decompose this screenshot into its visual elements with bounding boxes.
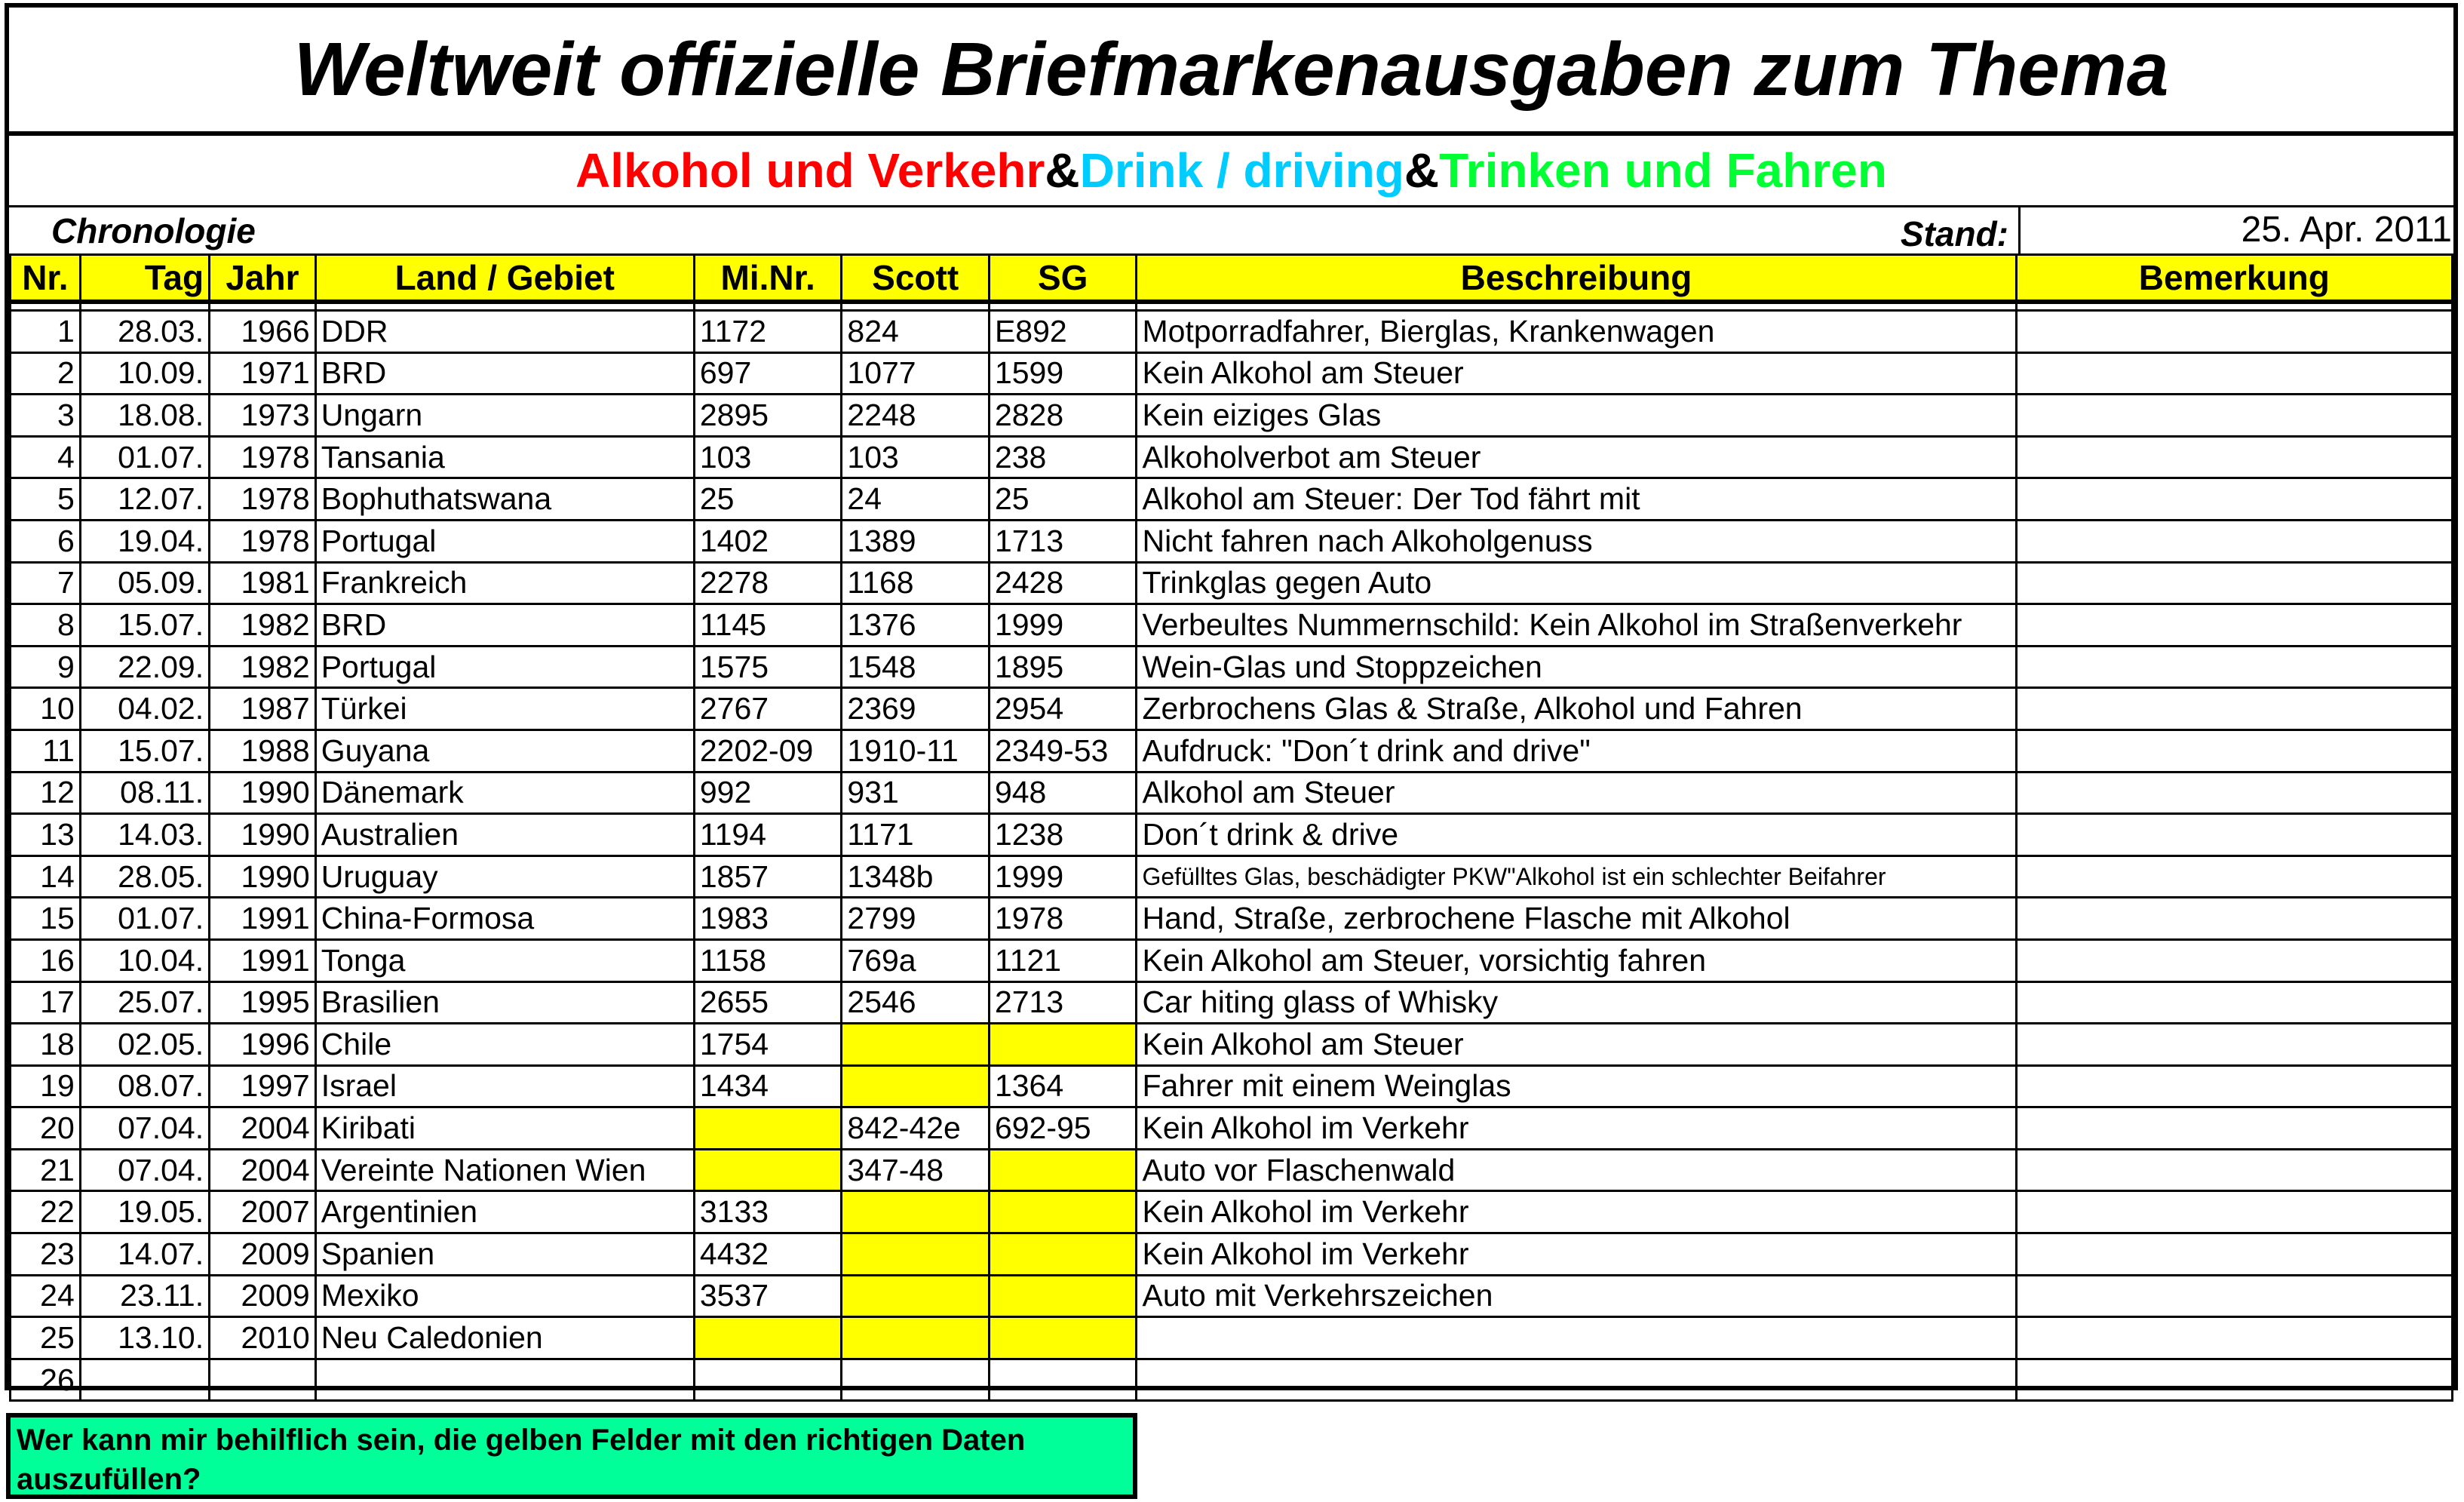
cell-land: Dänemark xyxy=(315,772,694,814)
cell-scott: 842-42e xyxy=(842,1107,990,1150)
cell-sg: 2828 xyxy=(989,395,1137,437)
column-header-bemerkung: Bemerkung xyxy=(2016,255,2452,302)
cell-bem xyxy=(2016,814,2452,856)
table-row xyxy=(11,646,2453,688)
cell-jahr: 2004 xyxy=(210,1149,316,1191)
cell-desc: Hand, Straße, zerbrochene Flasche mit Alkohol xyxy=(1137,898,2016,940)
cell-sg xyxy=(989,1275,1137,1317)
table-row xyxy=(11,352,2453,395)
column-header-land: Land / Gebiet xyxy=(315,255,694,302)
column-header-nr: Nr. xyxy=(11,255,81,302)
cell-desc: Don´t drink & drive xyxy=(1137,814,2016,856)
subtitle-part-1: Alkohol und Verkehr xyxy=(575,143,1045,198)
cell-mi: 3537 xyxy=(694,1275,842,1317)
cell-tag: 28.05. xyxy=(80,855,209,898)
cell-tag: 07.04. xyxy=(80,1149,209,1191)
cell-scott: 1077 xyxy=(842,352,990,395)
cell-bem xyxy=(2016,520,2452,562)
cell-jahr: 2007 xyxy=(210,1191,316,1233)
cell-bem xyxy=(2016,772,2452,814)
cell-mi: 4432 xyxy=(694,1233,842,1276)
cell-bem xyxy=(2016,562,2452,604)
subtitle-part-3: Trinken und Fahren xyxy=(1439,143,1887,198)
cell-land: Spanien xyxy=(315,1233,694,1276)
cell-nr: 15 xyxy=(11,898,81,940)
cell-land: Israel xyxy=(315,1065,694,1107)
table-row xyxy=(11,981,2453,1024)
page-title: Weltweit offizielle Briefmarkenausgaben zum Thema xyxy=(9,8,2453,136)
cell-desc: Alkohol am Steuer xyxy=(1137,772,2016,814)
cell-mi: 1158 xyxy=(694,939,842,981)
cell-desc: Motporradfahrer, Bierglas, Krankenwagen xyxy=(1137,311,2016,353)
cell-land: Tonga xyxy=(315,939,694,981)
cell-scott xyxy=(842,1317,990,1359)
cell-nr: 4 xyxy=(11,436,81,478)
subtitle-ampersand-2: & xyxy=(1404,143,1440,198)
cell-nr: 3 xyxy=(11,395,81,437)
cell-tag: 08.07. xyxy=(80,1065,209,1107)
cell-bem xyxy=(2016,898,2452,940)
table-row xyxy=(11,898,2453,940)
cell-bem xyxy=(2016,1065,2452,1107)
cell-mi: 1434 xyxy=(694,1065,842,1107)
cell-sg: 1713 xyxy=(989,520,1137,562)
table-row xyxy=(11,855,2453,898)
table-row xyxy=(11,562,2453,604)
table-row xyxy=(11,1317,2453,1359)
cell-land: BRD xyxy=(315,352,694,395)
cell-mi: 1575 xyxy=(694,646,842,688)
cell-jahr: 1978 xyxy=(210,436,316,478)
table-row xyxy=(11,311,2453,353)
cell-bem xyxy=(2016,1233,2452,1276)
cell-jahr: 1991 xyxy=(210,939,316,981)
cell-nr: 1 xyxy=(11,311,81,353)
cell-jahr: 1978 xyxy=(210,478,316,521)
cell-sg: 1121 xyxy=(989,939,1137,981)
cell-jahr: 1978 xyxy=(210,520,316,562)
cell-jahr: 1971 xyxy=(210,352,316,395)
column-header-beschreibung: Beschreibung xyxy=(1137,255,2016,302)
cell-jahr: 1973 xyxy=(210,395,316,437)
cell-tag: 13.10. xyxy=(80,1317,209,1359)
cell-sg: 948 xyxy=(989,772,1137,814)
cell-mi: 2895 xyxy=(694,395,842,437)
cell-jahr: 1995 xyxy=(210,981,316,1024)
cell-jahr: 1996 xyxy=(210,1024,316,1066)
cell-mi xyxy=(694,1359,842,1401)
column-header-scott: Scott xyxy=(842,255,990,302)
cell-scott: 1168 xyxy=(842,562,990,604)
cell-sg xyxy=(989,1233,1137,1276)
cell-scott xyxy=(842,1233,990,1276)
cell-nr: 5 xyxy=(11,478,81,521)
cell-bem xyxy=(2016,311,2452,353)
cell-scott: 1171 xyxy=(842,814,990,856)
table-row xyxy=(11,1191,2453,1233)
cell-nr: 17 xyxy=(11,981,81,1024)
cell-desc: Gefülltes Glas, beschädigter PKW"Alkohol ist ein schlechter Beifahrer xyxy=(1137,855,2016,898)
cell-scott xyxy=(842,1275,990,1317)
meta-row xyxy=(9,205,2453,255)
cell-jahr: 1990 xyxy=(210,772,316,814)
cell-tag: 23.11. xyxy=(80,1275,209,1317)
cell-sg xyxy=(989,1359,1137,1401)
column-header-sg: SG xyxy=(989,255,1137,302)
cell-mi: 103 xyxy=(694,436,842,478)
cell-sg: 2349-53 xyxy=(989,729,1137,772)
cell-scott xyxy=(842,1024,990,1066)
cell-jahr: 1990 xyxy=(210,814,316,856)
cell-jahr: 1991 xyxy=(210,898,316,940)
table-row xyxy=(11,520,2453,562)
cell-tag: 01.07. xyxy=(80,898,209,940)
cell-sg: 1999 xyxy=(989,604,1137,647)
cell-scott: 824 xyxy=(842,311,990,353)
stand-label: Stand: xyxy=(1900,214,2008,253)
cell-tag: 14.07. xyxy=(80,1233,209,1276)
table-row xyxy=(11,729,2453,772)
cell-sg: 25 xyxy=(989,478,1137,521)
cell-nr: 26 xyxy=(11,1359,81,1401)
cell-land: Bophuthatswana xyxy=(315,478,694,521)
table-row xyxy=(11,1149,2453,1191)
cell-nr: 21 xyxy=(11,1149,81,1191)
cell-nr: 11 xyxy=(11,729,81,772)
table-row xyxy=(11,436,2453,478)
cell-desc: Auto vor Flaschenwald xyxy=(1137,1149,2016,1191)
cell-jahr: 2010 xyxy=(210,1317,316,1359)
table-row xyxy=(11,1065,2453,1107)
cell-desc: Auto mit Verkehrszeichen xyxy=(1137,1275,2016,1317)
cell-land: Portugal xyxy=(315,520,694,562)
cell-desc: Alkohol am Steuer: Der Tod fährt mit xyxy=(1137,478,2016,521)
chronology-label: Chronologie xyxy=(51,211,256,250)
cell-land: Mexiko xyxy=(315,1275,694,1317)
cell-jahr: 1987 xyxy=(210,688,316,730)
cell-mi: 992 xyxy=(694,772,842,814)
cell-bem xyxy=(2016,855,2452,898)
table-row xyxy=(11,1359,2453,1401)
cell-nr: 6 xyxy=(11,520,81,562)
cell-land: Brasilien xyxy=(315,981,694,1024)
header-spacer-row xyxy=(11,302,2453,311)
table-row xyxy=(11,1107,2453,1150)
cell-scott: 1910-11 xyxy=(842,729,990,772)
cell-mi: 697 xyxy=(694,352,842,395)
cell-tag: 08.11. xyxy=(80,772,209,814)
cell-scott: 2369 xyxy=(842,688,990,730)
cell-mi: 2655 xyxy=(694,981,842,1024)
cell-desc: Kein eiziges Glas xyxy=(1137,395,2016,437)
cell-bem xyxy=(2016,352,2452,395)
cell-nr: 14 xyxy=(11,855,81,898)
cell-scott: 1348b xyxy=(842,855,990,898)
cell-desc: Nicht fahren nach Alkoholgenuss xyxy=(1137,520,2016,562)
cell-desc xyxy=(1137,1317,2016,1359)
cell-scott xyxy=(842,1359,990,1401)
cell-nr: 25 xyxy=(11,1317,81,1359)
cell-land: Portugal xyxy=(315,646,694,688)
cell-sg: 1599 xyxy=(989,352,1137,395)
table-header-row xyxy=(11,255,2453,302)
table-row xyxy=(11,939,2453,981)
cell-mi: 1402 xyxy=(694,520,842,562)
column-header-mi: Mi.Nr. xyxy=(694,255,842,302)
cell-land: DDR xyxy=(315,311,694,353)
cell-mi: 1983 xyxy=(694,898,842,940)
cell-nr: 8 xyxy=(11,604,81,647)
cell-scott: 347-48 xyxy=(842,1149,990,1191)
cell-scott: 1376 xyxy=(842,604,990,647)
cell-land: Guyana xyxy=(315,729,694,772)
cell-jahr: 1981 xyxy=(210,562,316,604)
cell-sg: 238 xyxy=(989,436,1137,478)
cell-bem xyxy=(2016,1149,2452,1191)
cell-sg: 1895 xyxy=(989,646,1137,688)
cell-tag: 05.09. xyxy=(80,562,209,604)
cell-tag: 07.04. xyxy=(80,1107,209,1150)
cell-land: Australien xyxy=(315,814,694,856)
help-note: Wer kann mir behilflich sein, die gelben Felder mit den richtigen Daten auszufüllen? xyxy=(6,1413,1137,1499)
cell-land: Tansania xyxy=(315,436,694,478)
spreadsheet-frame xyxy=(5,3,2458,1397)
cell-desc: Zerbrochens Glas & Straße, Alkohol und Fahren xyxy=(1137,688,2016,730)
cell-sg xyxy=(989,1191,1137,1233)
cell-bem xyxy=(2016,1107,2452,1150)
cell-jahr: 1997 xyxy=(210,1065,316,1107)
column-header-jahr: Jahr xyxy=(210,255,316,302)
cell-sg xyxy=(989,1317,1137,1359)
cell-mi: 2767 xyxy=(694,688,842,730)
cell-jahr: 1982 xyxy=(210,604,316,647)
stand-date: 25. Apr. 2011 xyxy=(2018,207,2458,255)
cell-mi: 1754 xyxy=(694,1024,842,1066)
cell-tag: 15.07. xyxy=(80,729,209,772)
cell-land: Türkei xyxy=(315,688,694,730)
cell-land: Vereinte Nationen Wien xyxy=(315,1149,694,1191)
cell-mi: 2202-09 xyxy=(694,729,842,772)
cell-bem xyxy=(2016,395,2452,437)
cell-bem xyxy=(2016,1191,2452,1233)
cell-nr: 20 xyxy=(11,1107,81,1150)
cell-land: Argentinien xyxy=(315,1191,694,1233)
cell-tag: 22.09. xyxy=(80,646,209,688)
cell-desc: Kein Alkohol am Steuer, vorsichtig fahren xyxy=(1137,939,2016,981)
table-row xyxy=(11,1275,2453,1317)
cell-mi: 3133 xyxy=(694,1191,842,1233)
cell-land: BRD xyxy=(315,604,694,647)
cell-land xyxy=(315,1359,694,1401)
cell-sg: 1238 xyxy=(989,814,1137,856)
table-row xyxy=(11,814,2453,856)
cell-jahr: 2009 xyxy=(210,1275,316,1317)
cell-sg xyxy=(989,1024,1137,1066)
cell-tag: 12.07. xyxy=(80,478,209,521)
cell-sg: 1978 xyxy=(989,898,1137,940)
cell-sg: 2954 xyxy=(989,688,1137,730)
cell-bem xyxy=(2016,1359,2452,1401)
cell-nr: 18 xyxy=(11,1024,81,1066)
cell-scott: 1548 xyxy=(842,646,990,688)
cell-mi: 2278 xyxy=(694,562,842,604)
cell-desc: Verbeultes Nummernschild: Kein Alkohol im Straßenverkehr xyxy=(1137,604,2016,647)
cell-nr: 23 xyxy=(11,1233,81,1276)
cell-jahr: 2004 xyxy=(210,1107,316,1150)
cell-mi xyxy=(694,1149,842,1191)
cell-mi xyxy=(694,1107,842,1150)
cell-tag: 01.07. xyxy=(80,436,209,478)
cell-land: Ungarn xyxy=(315,395,694,437)
cell-nr: 10 xyxy=(11,688,81,730)
cell-sg: 1999 xyxy=(989,855,1137,898)
cell-tag: 18.08. xyxy=(80,395,209,437)
cell-tag: 25.07. xyxy=(80,981,209,1024)
stamp-table xyxy=(9,253,2453,1402)
cell-tag: 04.02. xyxy=(80,688,209,730)
cell-scott: 2248 xyxy=(842,395,990,437)
cell-desc: Car hiting glass of Whisky xyxy=(1137,981,2016,1024)
cell-nr: 16 xyxy=(11,939,81,981)
cell-tag: 19.05. xyxy=(80,1191,209,1233)
cell-bem xyxy=(2016,939,2452,981)
cell-bem xyxy=(2016,646,2452,688)
cell-bem xyxy=(2016,729,2452,772)
cell-bem xyxy=(2016,1275,2452,1317)
cell-land: Frankreich xyxy=(315,562,694,604)
cell-nr: 24 xyxy=(11,1275,81,1317)
cell-tag: 19.04. xyxy=(80,520,209,562)
cell-sg: 2428 xyxy=(989,562,1137,604)
cell-desc: Kein Alkohol am Steuer xyxy=(1137,1024,2016,1066)
cell-tag: 02.05. xyxy=(80,1024,209,1066)
cell-bem xyxy=(2016,1317,2452,1359)
cell-nr: 2 xyxy=(11,352,81,395)
cell-nr: 22 xyxy=(11,1191,81,1233)
cell-bem xyxy=(2016,1024,2452,1066)
subtitle-ampersand-1: & xyxy=(1045,143,1080,198)
cell-mi xyxy=(694,1317,842,1359)
table-row xyxy=(11,772,2453,814)
cell-mi: 25 xyxy=(694,478,842,521)
cell-tag: 15.07. xyxy=(80,604,209,647)
column-header-tag: Tag xyxy=(80,255,209,302)
cell-tag: 10.09. xyxy=(80,352,209,395)
cell-scott: 931 xyxy=(842,772,990,814)
cell-nr: 13 xyxy=(11,814,81,856)
cell-desc: Kein Alkohol im Verkehr xyxy=(1137,1191,2016,1233)
cell-land: Uruguay xyxy=(315,855,694,898)
cell-land: Neu Caledonien xyxy=(315,1317,694,1359)
table-row xyxy=(11,1233,2453,1276)
cell-scott: 769a xyxy=(842,939,990,981)
cell-jahr: 2009 xyxy=(210,1233,316,1276)
cell-scott: 2546 xyxy=(842,981,990,1024)
cell-tag xyxy=(80,1359,209,1401)
cell-scott: 2799 xyxy=(842,898,990,940)
cell-desc: Trinkglas gegen Auto xyxy=(1137,562,2016,604)
cell-jahr xyxy=(210,1359,316,1401)
table-row xyxy=(11,395,2453,437)
cell-mi: 1194 xyxy=(694,814,842,856)
cell-desc: Kein Alkohol im Verkehr xyxy=(1137,1233,2016,1276)
cell-sg: 692-95 xyxy=(989,1107,1137,1150)
cell-desc xyxy=(1137,1359,2016,1401)
table-row xyxy=(11,1024,2453,1066)
cell-tag: 14.03. xyxy=(80,814,209,856)
cell-tag: 10.04. xyxy=(80,939,209,981)
cell-land: China-Formosa xyxy=(315,898,694,940)
cell-jahr: 1990 xyxy=(210,855,316,898)
cell-sg xyxy=(989,1149,1137,1191)
subtitle xyxy=(9,136,2453,205)
cell-nr: 7 xyxy=(11,562,81,604)
cell-mi: 1145 xyxy=(694,604,842,647)
cell-nr: 9 xyxy=(11,646,81,688)
cell-mi: 1857 xyxy=(694,855,842,898)
cell-bem xyxy=(2016,981,2452,1024)
cell-desc: Kein Alkohol am Steuer xyxy=(1137,352,2016,395)
cell-scott xyxy=(842,1191,990,1233)
cell-land: Chile xyxy=(315,1024,694,1066)
cell-bem xyxy=(2016,688,2452,730)
cell-scott: 103 xyxy=(842,436,990,478)
cell-bem xyxy=(2016,604,2452,647)
cell-scott: 1389 xyxy=(842,520,990,562)
cell-jahr: 1988 xyxy=(210,729,316,772)
cell-nr: 19 xyxy=(11,1065,81,1107)
table-row xyxy=(11,688,2453,730)
cell-jahr: 1982 xyxy=(210,646,316,688)
cell-jahr: 1966 xyxy=(210,311,316,353)
cell-mi: 1172 xyxy=(694,311,842,353)
cell-tag: 28.03. xyxy=(80,311,209,353)
cell-nr: 12 xyxy=(11,772,81,814)
cell-desc: Kein Alkohol im Verkehr xyxy=(1137,1107,2016,1150)
cell-sg: E892 xyxy=(989,311,1137,353)
cell-bem xyxy=(2016,478,2452,521)
cell-sg: 1364 xyxy=(989,1065,1137,1107)
cell-scott xyxy=(842,1065,990,1107)
cell-desc: Alkoholverbot am Steuer xyxy=(1137,436,2016,478)
cell-desc: Wein-Glas und Stoppzeichen xyxy=(1137,646,2016,688)
cell-scott: 24 xyxy=(842,478,990,521)
cell-bem xyxy=(2016,436,2452,478)
table-row xyxy=(11,604,2453,647)
cell-sg: 2713 xyxy=(989,981,1137,1024)
cell-land: Kiribati xyxy=(315,1107,694,1150)
cell-desc: Aufdruck: "Don´t drink and drive" xyxy=(1137,729,2016,772)
table-row xyxy=(11,478,2453,521)
cell-desc: Fahrer mit einem Weinglas xyxy=(1137,1065,2016,1107)
subtitle-part-2: Drink / driving xyxy=(1079,143,1404,198)
